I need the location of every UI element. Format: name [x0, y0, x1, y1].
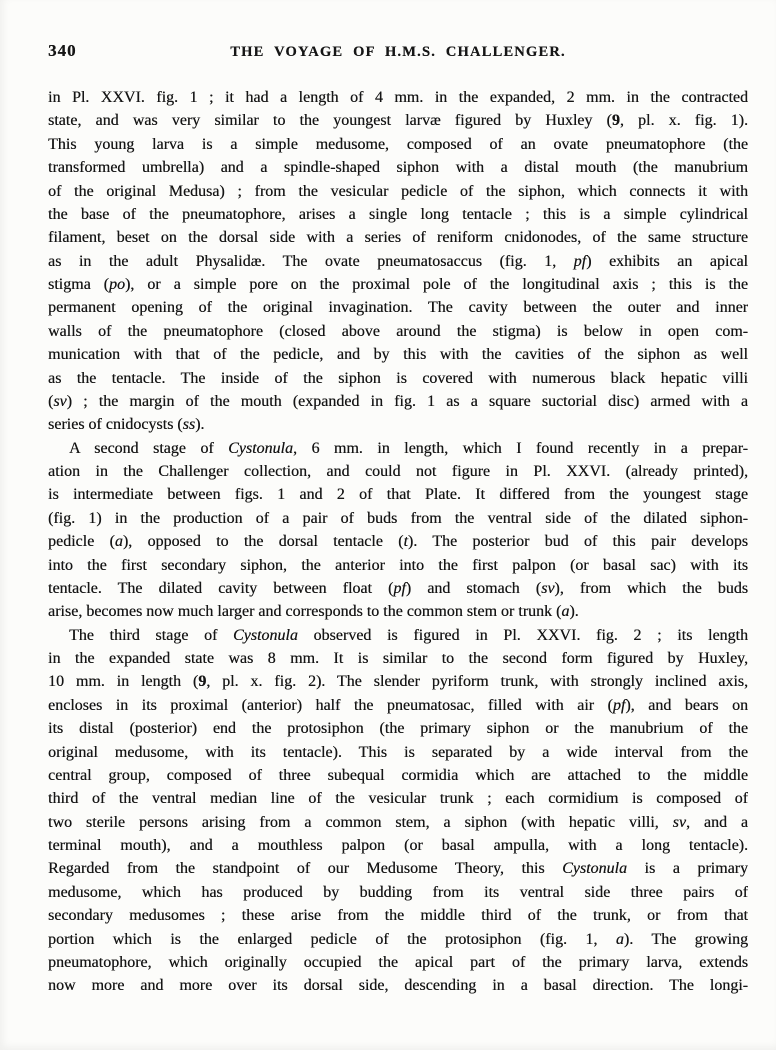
text-segment: transformed umbrella) and a spindle-shaped siphon with a distal mouth (the manubrium — [48, 159, 748, 177]
text-segment: portion which is the enlarged pedicle of the protosiphon (fig. 1, — [48, 930, 616, 948]
text-segment: arise, becomes now much larger and corresponds to the common stem or trunk ( — [48, 603, 562, 621]
italic-term: Cystonula — [562, 860, 627, 878]
italic-term: sv — [53, 392, 67, 410]
text-segment: walls of the pneumatophore (closed above around the stigma) is below in open com- — [48, 322, 748, 340]
bold-reference-number: 9 — [198, 673, 207, 691]
text-line — [48, 390, 748, 413]
text-line — [48, 367, 748, 390]
text-segment: as the tentacle. The inside of the siphon is covered with numerous black hepatic villi — [48, 369, 748, 387]
text-line — [48, 717, 748, 740]
text-line — [48, 180, 748, 203]
text-segment: stigma ( — [48, 276, 109, 293]
text-line — [48, 507, 748, 530]
text-segment: secondary medusomes ; these arise from the middle third of the trunk, or from that — [48, 907, 748, 925]
text-line — [48, 413, 748, 436]
text-line — [48, 483, 748, 506]
text-segment: tentacle. The dilated cavity between float ( — [48, 579, 394, 597]
text-line — [48, 600, 748, 623]
italic-term: pf — [573, 252, 587, 270]
text-line — [48, 203, 748, 226]
text-line — [48, 273, 748, 296]
text-line — [48, 881, 748, 904]
italic-term: po — [108, 276, 125, 293]
text-segment: two sterile persons arising from a common stem, a siphon (with hepatic villi, — [48, 813, 673, 831]
text-segment: The third stage of — [69, 626, 233, 644]
text-line — [48, 156, 748, 179]
text-line — [48, 109, 748, 132]
text-segment: now more and more over its dorsal side, descending in a basal direction. The longi- — [48, 977, 748, 995]
text-segment: terminal mouth), and a mouthless palpon (or basal ampulla, with a long tentacle). — [48, 837, 748, 854]
text-segment: ). — [569, 603, 579, 621]
text-segment: is intermediate between figs. 1 and 2 of that Plate. It differed from the youngest stage — [48, 486, 748, 504]
italic-term: ss — [182, 416, 196, 434]
text-line — [48, 577, 748, 600]
text-line — [48, 787, 748, 810]
text-segment: encloses in its proximal (anterior) half the pneumatosac, filled with air ( — [48, 696, 613, 714]
text-segment: as in the adult Physalidæ. The ovate pneumatosaccus (fig. 1, — [48, 252, 574, 270]
text-segment: permanent opening of the original invagination. The cavity between the outer and inner — [48, 299, 748, 317]
text-segment: ). The growing — [623, 930, 748, 948]
paragraph — [48, 86, 748, 437]
text-line — [48, 133, 748, 156]
text-line — [48, 624, 748, 647]
page-body — [48, 86, 748, 998]
text-segment: ), opposed to the dorsal tentacle ( — [122, 533, 404, 551]
italic-term: t — [403, 533, 408, 551]
text-segment: pedicle ( — [48, 533, 115, 551]
text-line — [48, 811, 748, 834]
text-segment: central group, composed of three subequal cormidia which are attached to the middle — [48, 766, 748, 784]
text-segment: Regarded from the standpoint of our Medusome Theory, this — [48, 860, 563, 878]
text-segment: filament, beset on the dorsal side with a series of reniform cnidonodes, of the same structure — [48, 229, 748, 247]
text-line — [48, 928, 748, 951]
text-segment: in the expanded state was 8 mm. It is similar to the second form figured by Huxley, — [48, 650, 748, 667]
text-segment: , and a — [685, 813, 748, 831]
text-segment: , 6 mm. in length, which I found recently in a prepar- — [293, 439, 748, 457]
page-number: 340 — [48, 41, 77, 60]
text-segment: ) and stomach ( — [405, 579, 542, 597]
text-segment: pneumatophore, which originally occupied the apical part of the primary larva, extends — [48, 953, 748, 971]
text-line — [48, 974, 748, 997]
text-segment: ), or a simple pore on the proximal pole of the longitudinal axis ; this is the — [124, 276, 748, 293]
text-segment: into the first secondary siphon, the anterior into the first palpon (or basal sac) with its — [48, 556, 748, 574]
text-segment: ), from which the buds — [554, 579, 748, 597]
text-segment: , pl. x. fig. 2). The slender pyriform trunk, with strongly inclined axis, — [206, 673, 748, 691]
text-segment: 10 mm. in length ( — [48, 673, 199, 691]
text-segment: its distal (posterior) end the protosiphon (the primary siphon or the manubrium of the — [48, 720, 748, 738]
bold-reference-number: 9 — [611, 112, 620, 130]
text-line — [48, 437, 748, 460]
text-line — [48, 320, 748, 343]
text-line — [48, 296, 748, 319]
text-segment: third of the ventral median line of the vesicular trunk ; each cormidium is composed of — [48, 790, 748, 808]
text-segment: A second stage of — [69, 439, 229, 457]
text-segment: ) exhibits an apical — [586, 252, 748, 270]
text-line — [48, 250, 748, 273]
text-line — [48, 647, 748, 670]
italic-term: sv — [541, 579, 555, 597]
italic-term: a — [114, 533, 123, 551]
text-segment: ) ; the margin of the mouth (expanded in fig. 1 as a square suctorial disc) armed with a — [66, 392, 748, 410]
text-line — [48, 694, 748, 717]
text-line — [48, 670, 748, 693]
text-segment: , pl. x. fig. 1). — [619, 112, 748, 130]
italic-term: a — [561, 603, 570, 621]
text-segment: of the original Medusa) ; from the vesicular pedicle of the siphon, which connects it with — [48, 182, 748, 200]
paragraph — [48, 624, 748, 998]
text-line — [48, 741, 748, 764]
text-segment: observed is figured in Pl. XXVI. fig. 2 ; its length — [297, 626, 748, 644]
text-line — [48, 530, 748, 553]
italic-term: sv — [672, 813, 686, 831]
text-segment: ). — [195, 416, 205, 434]
text-segment: (fig. 1) in the production of a pair of buds from the ventral side of the dilated siphon- — [48, 509, 748, 527]
text-segment: series of cnidocysts ( — [48, 416, 183, 434]
text-line — [48, 764, 748, 787]
text-segment: ation in the Challenger collection, and could not figure in Pl. XXVI. (already printed), — [48, 463, 748, 480]
text-segment: in Pl. XXVI. fig. 1 ; it had a length of 4 mm. in the expanded, 2 mm. in the contracted — [48, 89, 748, 106]
paragraph — [48, 437, 748, 624]
text-segment: is a primary — [627, 860, 748, 878]
text-line — [48, 857, 748, 880]
text-line — [48, 226, 748, 249]
text-segment: ). The posterior bud of this pair develops — [407, 533, 748, 551]
text-line — [48, 951, 748, 974]
text-line — [48, 554, 748, 577]
text-segment: ( — [48, 392, 54, 410]
text-line — [48, 86, 748, 109]
text-segment: state, and was very similar to the youngest larvæ figured by Huxley ( — [48, 112, 612, 130]
text-segment: This young larva is a simple medusome, composed of an ovate pneumatophore (the — [48, 135, 748, 153]
running-head: THE VOYAGE OF H.M.S. CHALLENGER. — [230, 44, 566, 60]
text-segment: ), and bears on — [625, 696, 748, 714]
italic-term: a — [615, 930, 624, 948]
text-line — [48, 343, 748, 366]
text-line — [48, 834, 748, 857]
text-segment: original medusome, with its tentacle). This is separated by a wide interval from the — [48, 743, 748, 761]
text-line — [48, 460, 748, 483]
text-line — [48, 904, 748, 927]
italic-term: pf — [612, 696, 626, 714]
text-segment: the base of the pneumatophore, arises a single long tentacle ; this is a simple cylindrical — [48, 205, 748, 223]
text-segment: munication with that of the pedicle, and by this with the cavities of the siphon as well — [48, 346, 748, 364]
italic-term: pf — [393, 579, 406, 597]
italic-term: Cystonula — [228, 439, 293, 457]
italic-term: Cystonula — [232, 626, 298, 644]
text-segment: medusome, which has produced by budding from its ventral side three pairs of — [48, 883, 748, 901]
